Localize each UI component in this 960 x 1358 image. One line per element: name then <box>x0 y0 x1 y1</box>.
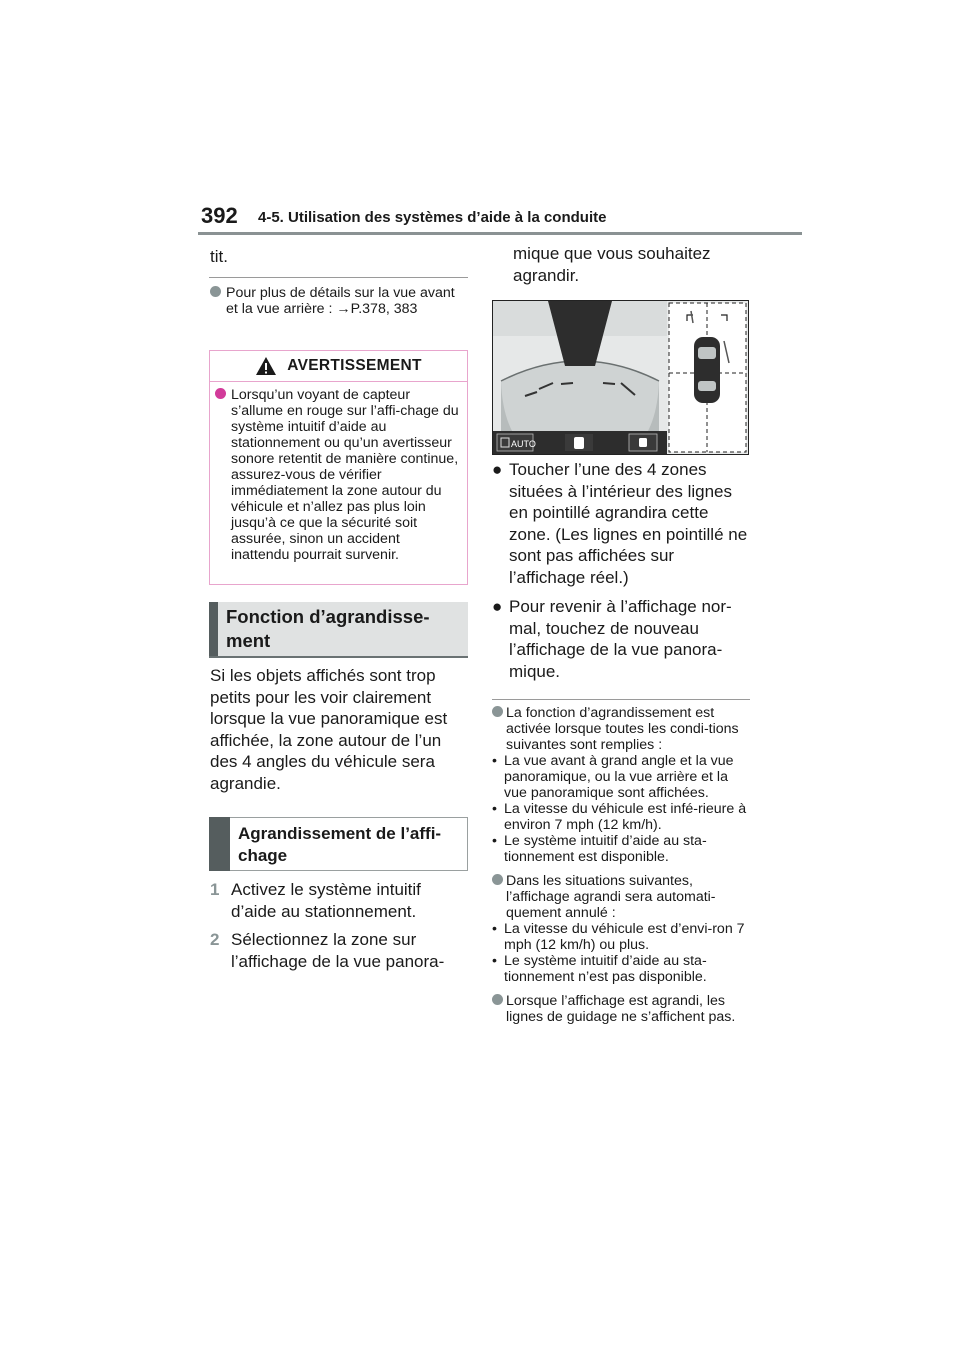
note-sub-item: • La vitesse du véhicule est infé-rieure à environ 7 mph (12 km/h). <box>492 801 747 833</box>
note-sub-item: • La vue avant à grand angle et la vue panoramique, ou la vue arrière et la vue panoramique sont affichées. <box>492 753 734 801</box>
note-text: Dans les situations suivantes, l’affichage agrandi sera automati-quement annulé : <box>506 873 716 921</box>
warning-triangle-icon <box>255 356 277 376</box>
screen-graphic <box>493 301 748 454</box>
step-text: Sélectionnez la zone sur l’affichage de la vue panora- <box>231 930 445 971</box>
subsection-heading-text: Agrandissement de l’affi-chage <box>238 824 442 865</box>
note-divider <box>492 699 750 700</box>
bullet-item <box>492 596 750 682</box>
warning-title: AVERTISSEMENT <box>287 357 422 374</box>
auto-button-label[interactable]: AUTO <box>511 439 536 449</box>
section-heading <box>209 602 468 658</box>
page-number: 392 <box>201 203 238 228</box>
note-bullet-icon <box>492 994 503 1005</box>
heading-bar <box>209 602 218 656</box>
warning-text: Lorsqu’un voyant de capteur s’allume en rouge sur l’affi-chage du système intuitif d’aide au stationnement ou qu’un avertisseur sonore retentit de manière continue, assurez-vous de vérifier immédiatement la zone autour du véhicule et n’allez pas plus loin jusqu’à ce que la sécurité soit assurée, sinon un accident inattendu pourrait survenir. <box>231 387 459 563</box>
section-heading-text: Fonction d’agrandisse-ment <box>226 606 430 651</box>
notes-block <box>492 705 750 1025</box>
continued-text: tit. <box>210 247 228 266</box>
warning-bullet-icon <box>215 388 226 399</box>
bullet-icon: ● <box>492 597 503 616</box>
section-title: 4-5. Utilisation des systèmes d’aide à la conduite <box>258 209 607 226</box>
note-item <box>492 705 750 753</box>
note-text: La fonction d’agrandissement est activée lorsque toutes les condi-tions suivantes sont remplies : <box>506 705 739 753</box>
subheading-bar <box>209 817 230 871</box>
step-number: 2 <box>210 930 220 949</box>
note-item <box>210 285 470 317</box>
note-bullet-icon <box>492 874 503 885</box>
header-divider <box>198 232 802 235</box>
note-bullet-icon <box>210 286 221 297</box>
warning-header <box>210 351 467 382</box>
bullet-text: Pour revenir à l’affichage nor-mal, touchez de nouveau l’affichage de la vue panora-mique. <box>509 597 732 681</box>
step-2 <box>210 929 470 972</box>
parking-assist-screen-illustration <box>492 300 749 455</box>
subsection-heading <box>209 817 468 871</box>
note-text: Pour plus de détails sur la vue avant et la vue arrière : →P.378, 383 <box>226 285 455 317</box>
note-bullet-icon <box>492 706 503 717</box>
warning-body <box>210 382 467 563</box>
note-item <box>492 993 750 1025</box>
note-item <box>492 873 750 921</box>
intro-paragraph: Si les objets affichés sont trop petits pour les voir clairement lorsque la vue panoramique est affichée, la zone autour de l’un des 4 angles du véhicule sera agrandie. <box>210 666 448 793</box>
step-text: Activez le système intuitif d’aide au stationnement. <box>231 880 421 921</box>
note-sub-item: • Le système intuitif d’aide au sta-tionnement n’est pas disponible. <box>492 953 707 985</box>
note-sub-item: • La vitesse du véhicule est d’envi-ron 7 mph (12 km/h) ou plus. <box>492 921 745 953</box>
note-sub-item: • Le système intuitif d’aide au sta-tionnement est disponible. <box>492 833 707 865</box>
note-text: Lorsque l’affichage est agrandi, les lignes de guidage ne s’affichent pas. <box>506 993 736 1025</box>
step-1 <box>210 879 470 922</box>
bullet-icon: ● <box>492 460 503 479</box>
bullet-item <box>492 459 750 589</box>
warning-box <box>209 350 468 585</box>
step-number: 1 <box>210 880 220 899</box>
note-divider <box>209 277 468 278</box>
step-2-continued: mique que vous souhaitez agrandir. <box>513 244 711 285</box>
bullet-text: Toucher l’une des 4 zones situées à l’intérieur des lignes en pointillé agrandira cette zone. (Les lignes en pointillé ne sont pas affichées sur l’affichage réel.) <box>509 460 748 587</box>
